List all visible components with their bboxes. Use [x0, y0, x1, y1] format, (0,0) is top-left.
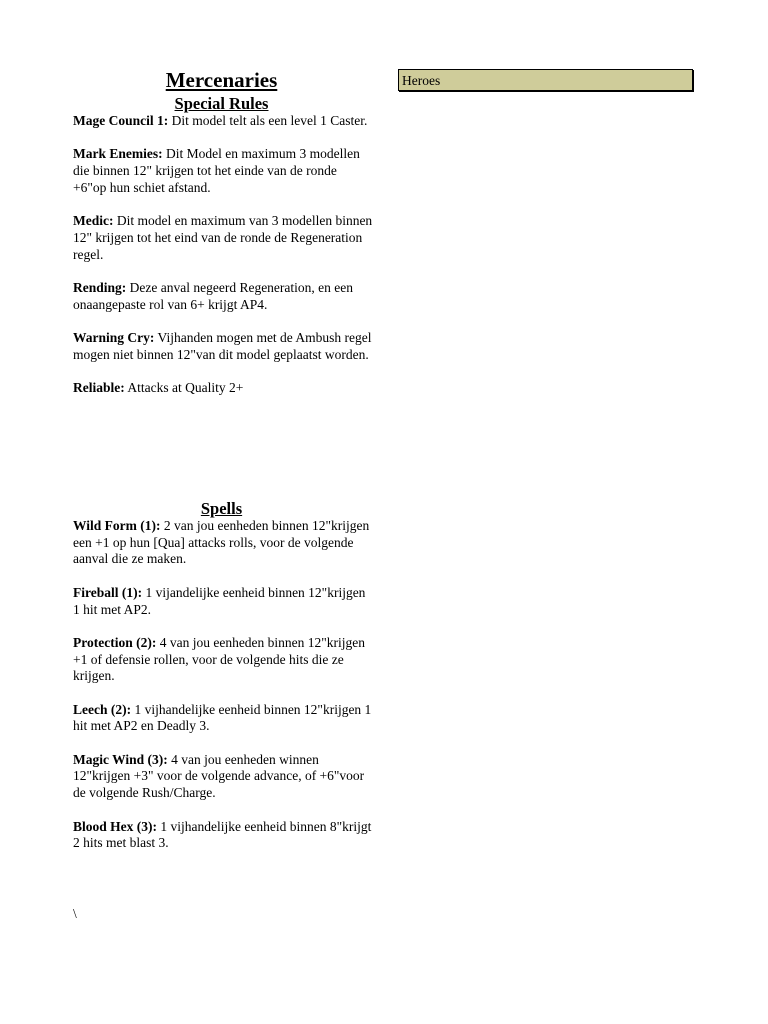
spells-list: [73, 518, 373, 869]
spell-name: Wild Form (1):: [73, 518, 161, 533]
rule-name: Mark Enemies:: [73, 146, 163, 162]
spell-entry: [73, 702, 373, 735]
spell-entry: [73, 635, 373, 685]
special-rules-heading: Special Rules: [174, 94, 269, 113]
spell-entry: [73, 752, 373, 802]
special-rules-list: [73, 113, 373, 414]
spells-heading: Spells: [200, 499, 243, 518]
spell-entry: [73, 585, 373, 618]
spell-entry: [73, 518, 373, 568]
rule-text: Dit model en maximum van 3 modellen binnen 12" krijgen tot het eind van de ronde de Regeneration regel.: [73, 213, 373, 262]
rule-entry: [73, 113, 373, 130]
spell-text: 1 vijhandelijke eenheid binnen 8"krijgt 2 hits met blast 3.: [73, 818, 372, 851]
page-title: Mercenaries: [165, 68, 278, 92]
rule-name: Medic:: [73, 213, 114, 229]
spell-text: 2 van jou eenheden binnen 12"krijgen een +1 op hun [Qua] attacks rolls, voor de volgende aanval die ze maken.: [73, 518, 370, 567]
rule-name: Warning Cry:: [73, 330, 155, 346]
rule-text: Vijhanden mogen met de Ambush regel mogen niet binnen 12"van dit model geplaatst worden.: [73, 330, 372, 362]
rule-entry: [73, 380, 373, 397]
rule-name: Reliable:: [73, 380, 125, 396]
footer-mark: \: [73, 906, 77, 921]
spell-text: 4 van jou eenheden winnen 12"krijgen +3" voor de volgende advance, of +6"voor de volgende Rush/Charge.: [73, 751, 365, 801]
spell-text: 4 van jou eenheden binnen 12"krijgen +1 of defensie rollen, voor de volgende hits die ze krijgen.: [73, 634, 366, 684]
rule-entry: [73, 213, 373, 263]
spell-text: 1 vijandelijke eenheid binnen 12"krijgen 1 hit met AP2.: [73, 584, 366, 617]
spell-name: Leech (2):: [73, 701, 132, 717]
rule-entry: [73, 280, 373, 313]
spell-text: 1 vijhandelijke eenheid binnen 12"krijgen 1 hit met AP2 en Deadly 3.: [73, 701, 372, 734]
heroes-box: [398, 69, 693, 91]
spell-name: Blood Hex (3):: [73, 818, 157, 834]
rule-name: Rending:: [73, 279, 127, 295]
rule-text: Deze anval negeerd Regeneration, en een onaangepaste rol van 6+ krijgt AP4.: [73, 279, 354, 312]
rule-text: Attacks at Quality 2+: [124, 380, 244, 396]
spell-name: Protection (2):: [73, 634, 157, 650]
rule-entry: [73, 146, 373, 196]
rule-text: Dit Model en maximum 3 modellen die binnen 12" krijgen tot het einde van de ronde +6"op hun schiet afstand.: [73, 146, 360, 195]
spell-entry: [73, 819, 373, 852]
spell-name: Fireball (1):: [73, 584, 143, 600]
rule-name: Mage Council 1:: [73, 113, 169, 128]
spell-name: Magic Wind (3):: [73, 751, 168, 767]
heroes-label: Heroes: [402, 73, 441, 88]
rule-text: Dit model telt als een level 1 Caster.: [168, 113, 368, 128]
rule-entry: [73, 330, 373, 363]
